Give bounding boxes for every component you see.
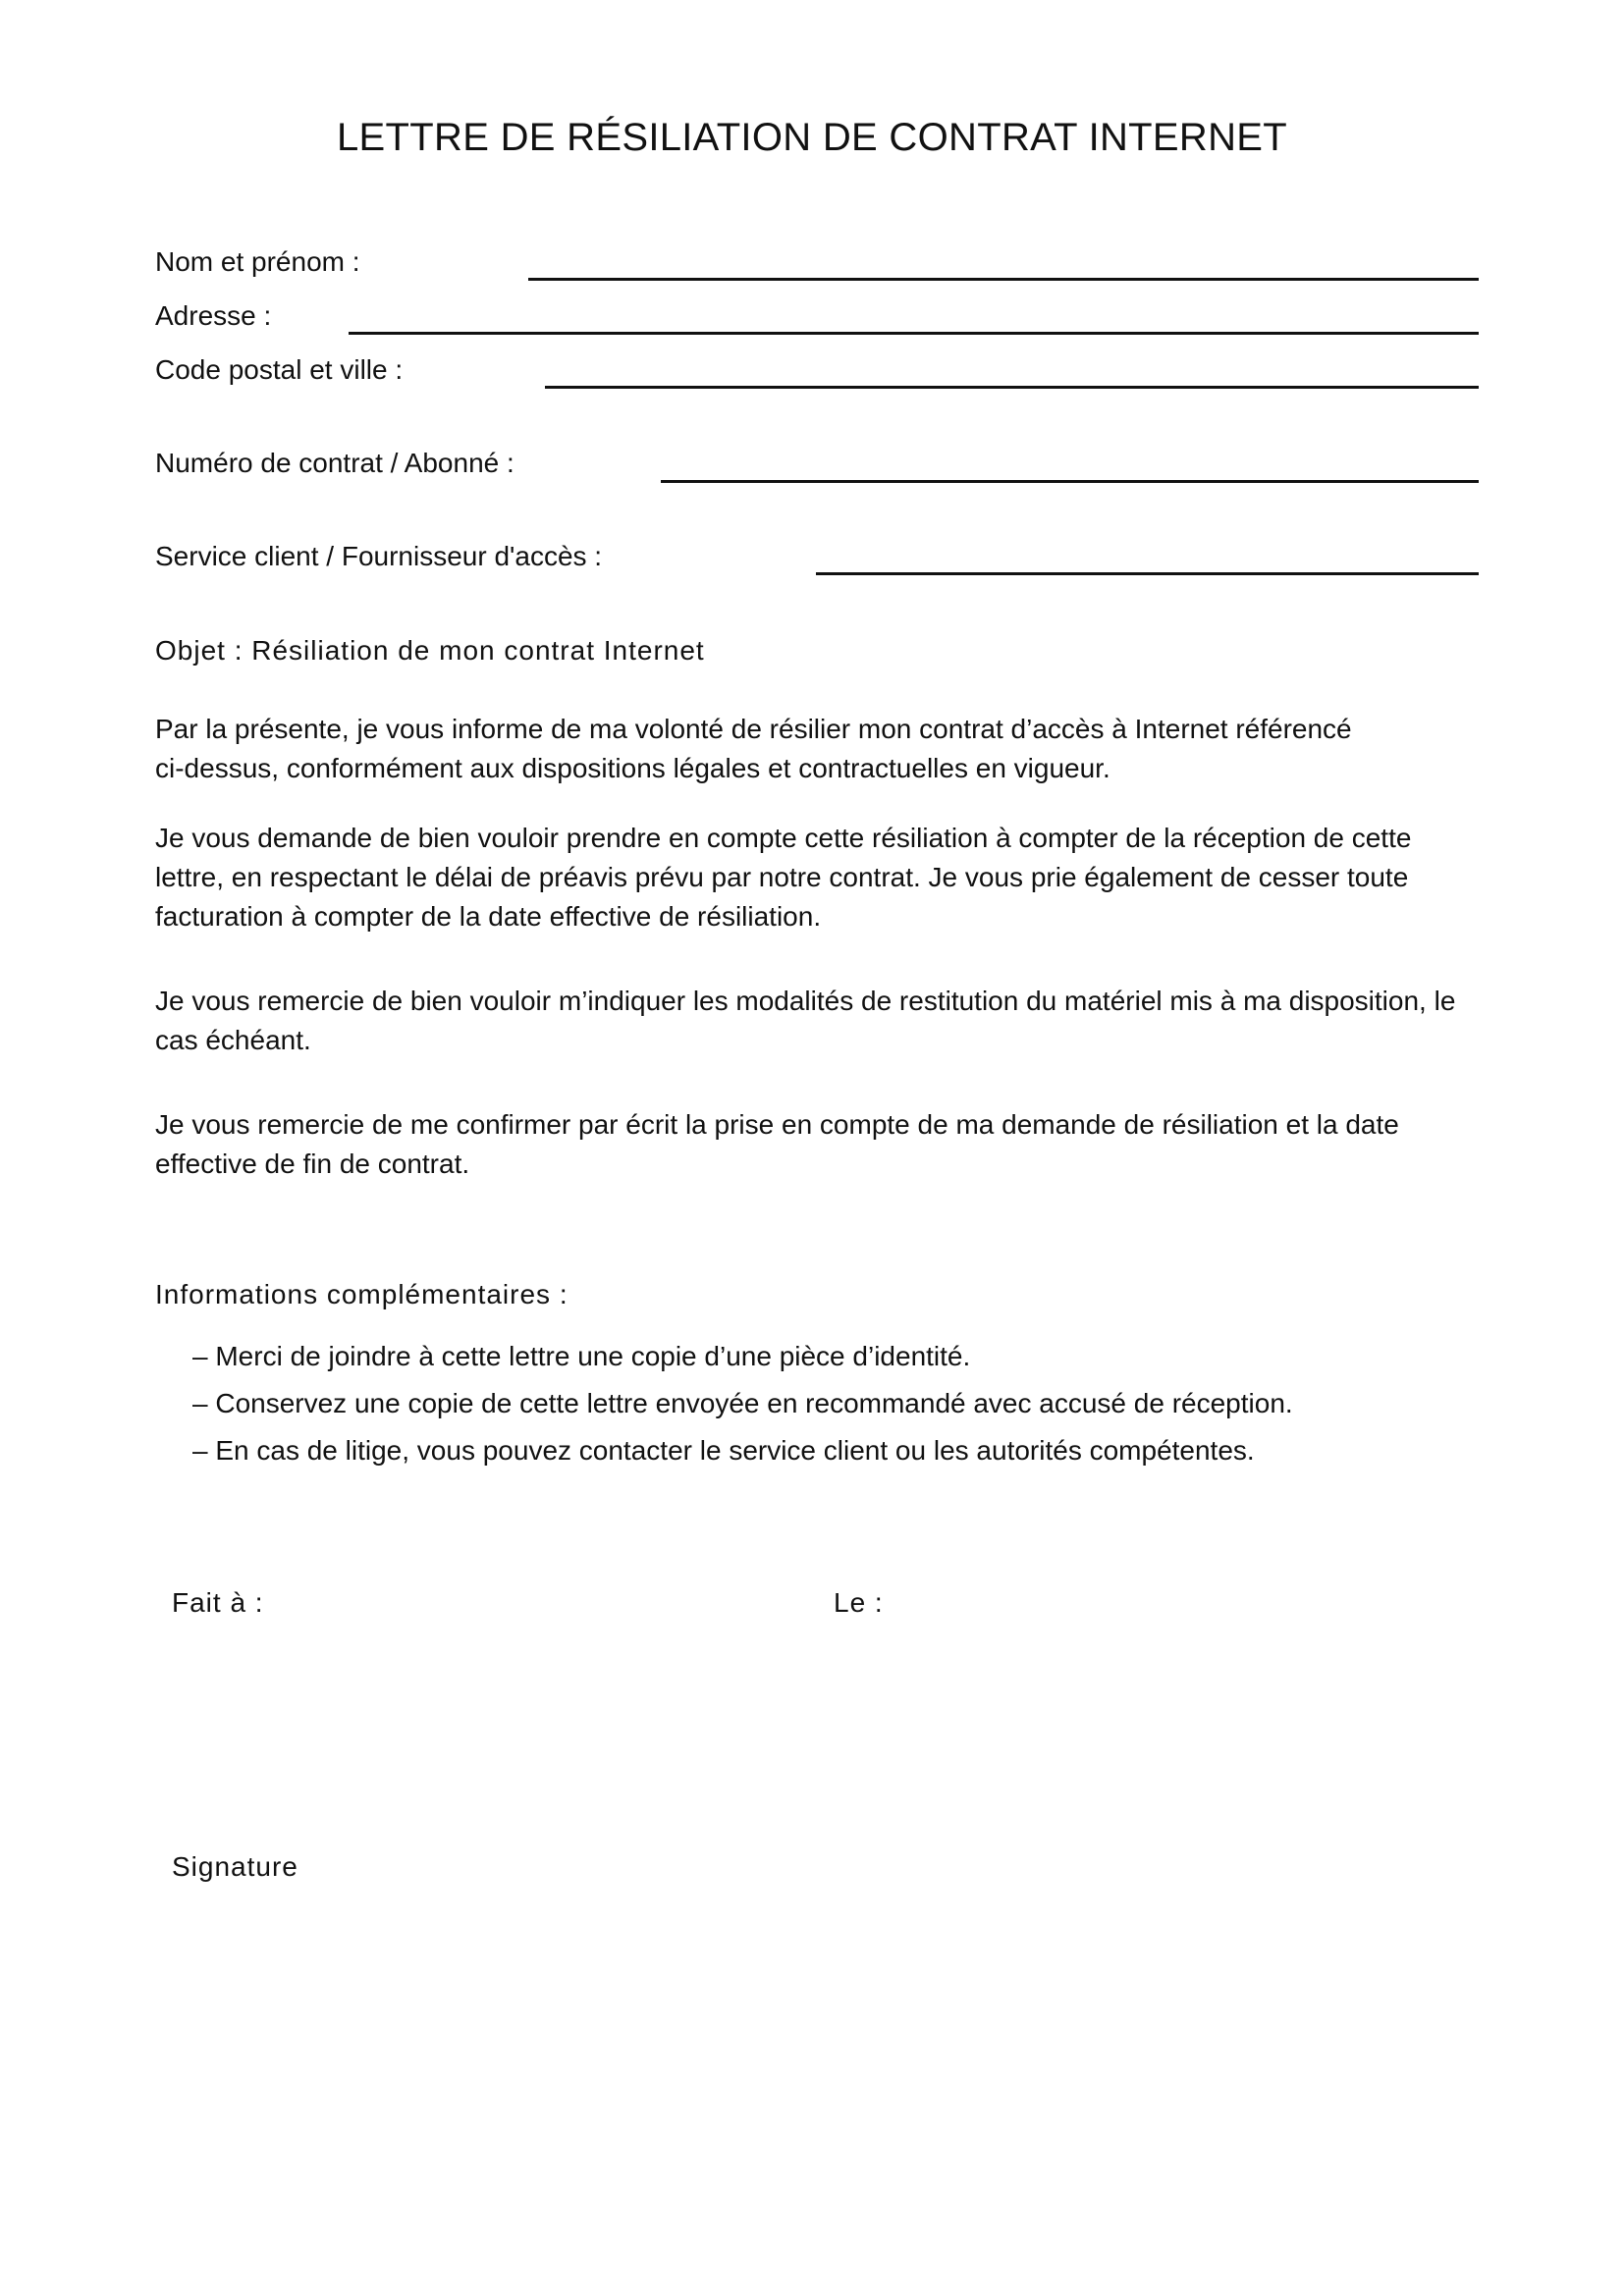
provider-field[interactable] [816,572,1479,575]
date-label: Le : [834,1587,884,1618]
postal-city-field[interactable] [545,386,1479,389]
paragraph-1-line-2: ci-dessus, conformément aux dispositions légales et contractuelles en vigueur. [155,753,1110,783]
postal-city-label: Code postal et ville : [155,354,404,385]
info-heading: Informations complémentaires : [155,1279,568,1309]
paragraph-1 [155,710,1471,788]
info-list [192,1337,1293,1478]
letter-subject: Objet : Résiliation de mon contrat Internet [155,635,705,666]
provider-label: Service client / Fournisseur d'accès : [155,541,603,571]
list-item: – Merci de joindre à cette lettre une copie d’une pièce d’identité. [192,1341,971,1371]
address-label: Adresse : [155,300,272,331]
paragraph-2: Je vous demande de bien vouloir prendre en compte cette résiliation à compter de la réception de cette lettre, en respectant le délai de préavis prévu par notre contrat. Je vous prie également de cesser toute facturation à compter de la date effective de résiliation. [155,823,1412,932]
paragraph-4: Je vous remercie de me confirmer par écrit la prise en compte de ma demande de résiliation et la date effective de fin de contrat. [155,1109,1399,1179]
address-field[interactable] [349,332,1479,335]
signature-label: Signature [172,1851,298,1882]
paragraph-3: Je vous remercie de bien vouloir m’indiquer les modalités de restitution du matériel mis à ma disposition, le cas échéant. [155,986,1456,1055]
list-item: – En cas de litige, vous pouvez contacter le service client ou les autorités compétentes. [192,1435,1255,1466]
document-title: LETTRE DE RÉSILIATION DE CONTRAT INTERNET [337,116,1287,159]
name-field[interactable] [528,278,1479,281]
list-item: – Conservez une copie de cette lettre envoyée en recommandé avec accusé de réception. [192,1388,1293,1418]
contract-number-label: Numéro de contrat / Abonné : [155,448,514,478]
place-label: Fait à : [172,1587,264,1618]
name-label: Nom et prénom : [155,246,360,277]
paragraph-1-line-1: Par la présente, je vous informe de ma volonté de résilier mon contrat d’accès à Internet référencé [155,714,1352,744]
contract-number-field[interactable] [661,480,1479,483]
